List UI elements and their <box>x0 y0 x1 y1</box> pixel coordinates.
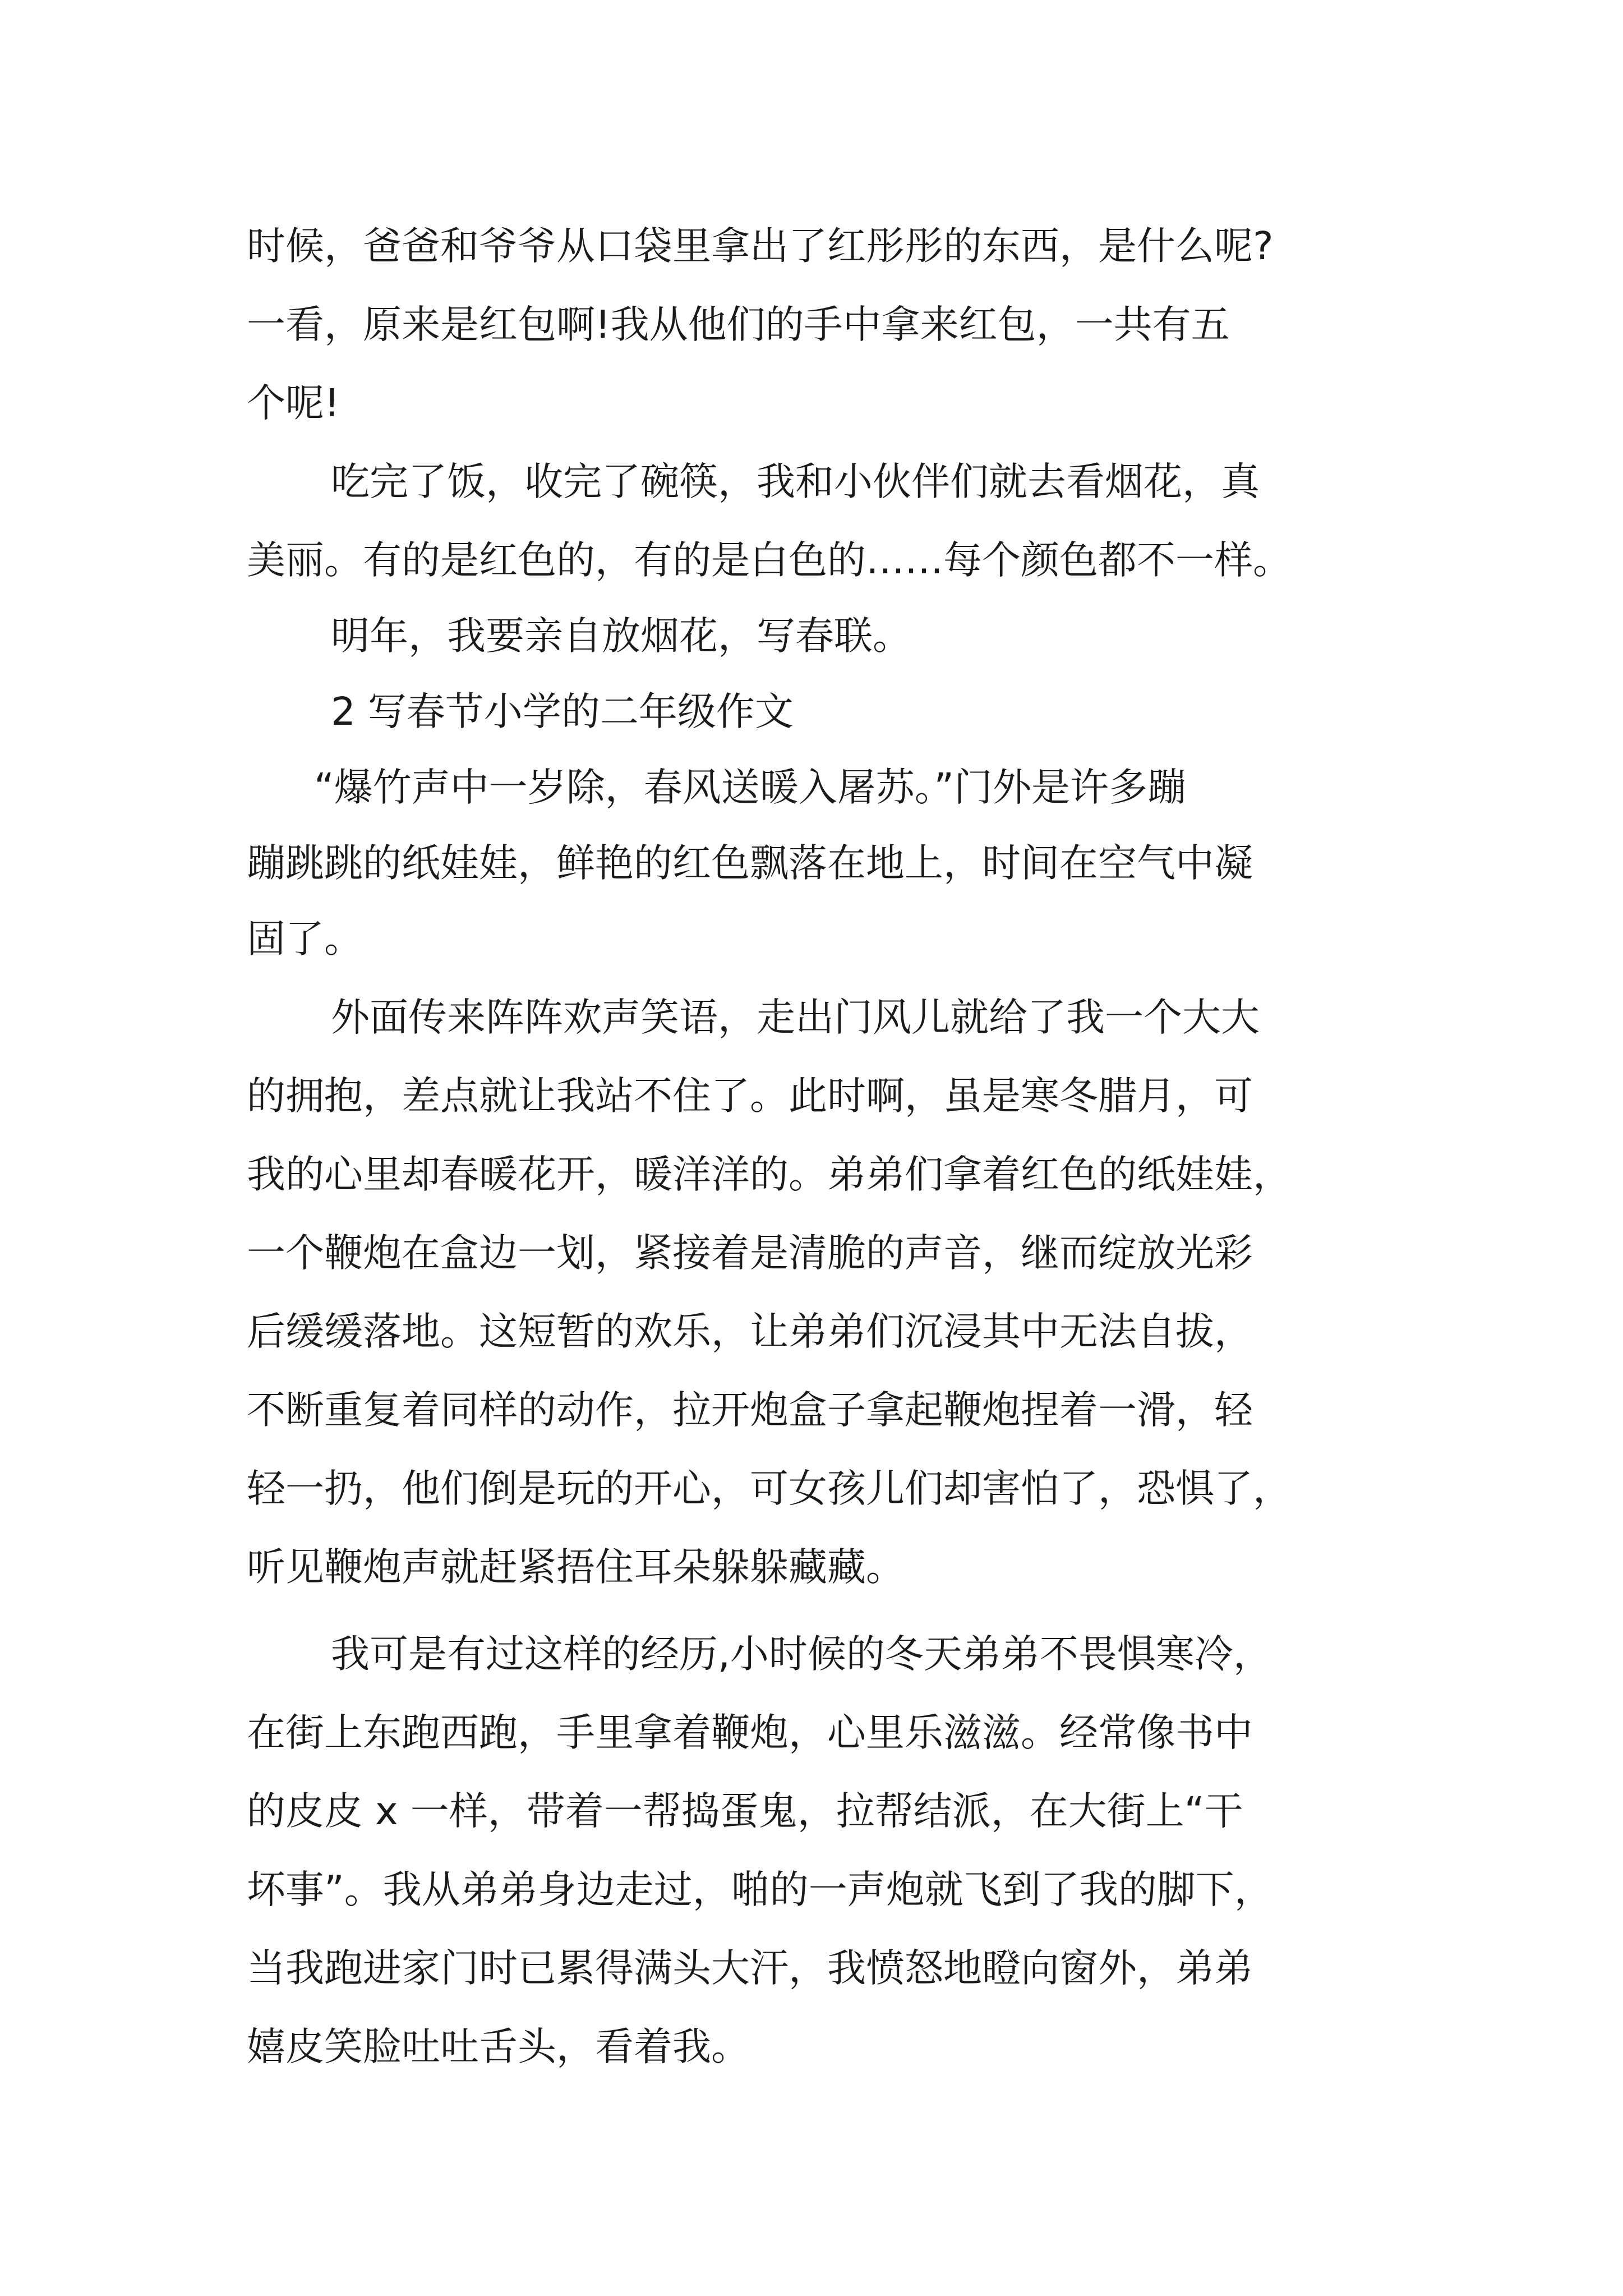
text-line: 我可是有过这样的经历,小时候的冬天弟弟不畏惧寒冷， <box>331 1632 1272 1677</box>
text-line: 美丽。有的是红色的，有的是白色的……每个颜色都不一样。 <box>247 538 1292 583</box>
text-line: 后缓缓落地。这短暂的欢乐，让弟弟们沉浸其中无法自拔， <box>247 1309 1253 1354</box>
text-line: 蹦跳跳的纸娃娃，鲜艳的红色飘落在地上，时间在空气中凝 <box>247 841 1253 886</box>
text-line: 时候，爸爸和爷爷从口袋里拿出了红彤彤的东西，是什么呢? <box>247 224 1274 269</box>
text-line: 一个鞭炮在盒边一划，紧接着是清脆的声音，继而绽放光彩 <box>247 1231 1253 1276</box>
text-line: 明年，我要亲自放烟花，写春联。 <box>331 614 911 659</box>
text-line: 的拥抱，差点就让我站不住了。此时啊，虽是寒冬腊月，可 <box>247 1074 1253 1119</box>
section-heading: 2 写春节小学的二年级作文 <box>331 689 794 734</box>
text-line: 嬉皮笑脸吐吐舌头，看着我。 <box>247 2024 750 2069</box>
text-line: “爆竹声中一岁除，春风送暖入屠苏。”门外是许多蹦 <box>314 765 1186 810</box>
text-line: 我的心里却春暖花开，暖洋洋的。弟弟们拿着红色的纸娃娃， <box>247 1152 1292 1197</box>
text-line: 坏事”。我从弟弟身边走过，啪的一声炮就飞到了我的脚下， <box>247 1867 1273 1912</box>
text-line: 轻一扔，他们倒是玩的开心，可女孩儿们却害怕了，恐惧了， <box>247 1466 1292 1511</box>
text-line: 当我跑进家门时已累得满头大汗，我愤怒地瞪向窗外，弟弟 <box>247 1946 1253 1991</box>
text-line: 一看，原来是红包啊!我从他们的手中拿来红包，一共有五 <box>247 302 1230 347</box>
text-line: 听见鞭炮声就赶紧捂住耳朵躲躲藏藏。 <box>247 1545 905 1590</box>
text-line: 的皮皮 x 一样，带着一帮捣蛋鬼，拉帮结派，在大街上“干 <box>247 1789 1243 1834</box>
text-line: 吃完了饭，收完了碗筷，我和小伙伴们就去看烟花，真 <box>331 459 1260 504</box>
text-line: 在街上东跑西跑，手里拿着鞭炮，心里乐滋滋。经常像书中 <box>247 1710 1253 1755</box>
text-line: 固了。 <box>247 917 363 961</box>
text-line: 不断重复着同样的动作，拉开炮盒子拿起鞭炮捏着一滑，轻 <box>247 1388 1253 1433</box>
text-line: 外面传来阵阵欢声笑语，走出门风儿就给了我一个大大 <box>331 995 1260 1040</box>
text-line: 个呢! <box>247 381 340 426</box>
